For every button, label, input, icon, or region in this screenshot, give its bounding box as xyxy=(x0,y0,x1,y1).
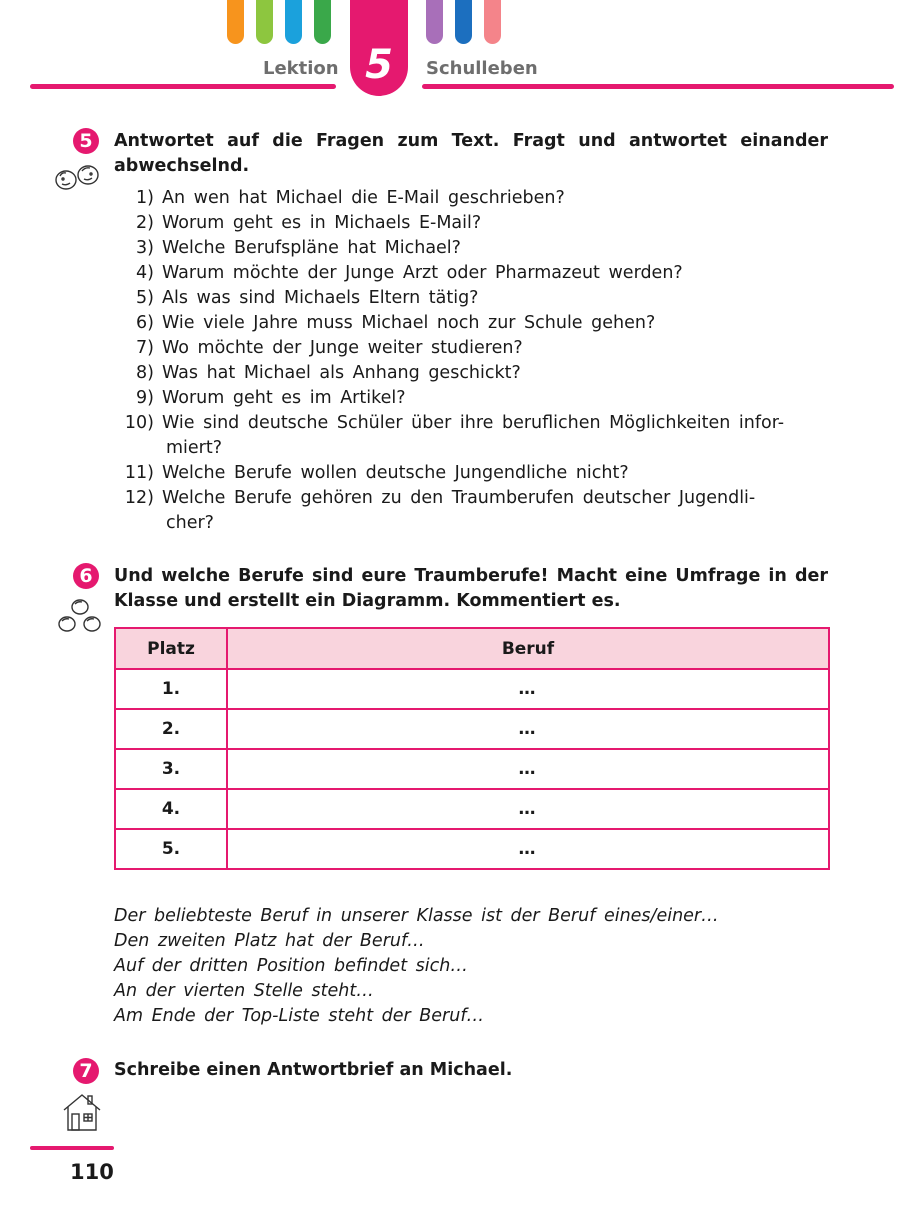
question-text: Was hat Michael als Anhang geschickt? xyxy=(162,363,521,383)
question-text: An wen hat Michael die E-Mail geschrieben? xyxy=(162,188,565,208)
question-number: 6) xyxy=(136,313,154,333)
job-cell: … xyxy=(227,669,829,709)
question-text: Worum geht es im Artikel? xyxy=(162,388,406,408)
footer-rule xyxy=(30,1146,114,1150)
question-number: 12) xyxy=(124,488,154,508)
question-continuation: miert? xyxy=(166,438,223,458)
pair-talk-icon xyxy=(52,160,104,194)
exercise-5-number: 5 xyxy=(73,128,99,154)
rank-cell: 2. xyxy=(115,709,227,749)
tab-purple xyxy=(426,0,443,44)
question-number: 7) xyxy=(136,338,154,358)
header-rule-right xyxy=(422,84,894,89)
exercise-7-task: Schreibe einen Antwortbrief an Michael. xyxy=(114,1060,513,1080)
question-number: 5) xyxy=(136,288,154,308)
question-item xyxy=(114,486,828,511)
lektion-label: Lektion xyxy=(263,58,339,79)
table-row xyxy=(115,749,829,789)
question-text: Welche Berufe wollen deutsche Jungendliche nicht? xyxy=(162,463,629,483)
tab-green xyxy=(256,0,273,44)
table-row xyxy=(115,829,829,869)
question-number: 3) xyxy=(136,238,154,258)
rank-cell: 5. xyxy=(115,829,227,869)
question-text: Als was sind Michaels Eltern tätig? xyxy=(162,288,479,308)
tab-orange xyxy=(227,0,244,44)
ranking-table xyxy=(114,627,830,870)
question-number: 2) xyxy=(136,213,154,233)
phrase-line: Auf der dritten Position befindet sich… xyxy=(114,956,468,976)
tab-darkgreen xyxy=(314,0,331,44)
rank-cell: 4. xyxy=(115,789,227,829)
page-number: 110 xyxy=(70,1160,114,1184)
question-item xyxy=(114,336,828,361)
question-item xyxy=(114,286,828,311)
question-item xyxy=(114,186,828,211)
question-item xyxy=(114,311,828,336)
question-text: Wie viele Jahre muss Michael noch zur Schule gehen? xyxy=(162,313,656,333)
question-number: 8) xyxy=(136,363,154,383)
question-item xyxy=(114,211,828,236)
table-header-row xyxy=(115,628,829,669)
rank-cell: 3. xyxy=(115,749,227,789)
phrase-list xyxy=(114,904,719,1029)
question-number: 4) xyxy=(136,263,154,283)
question-continuation: cher? xyxy=(166,513,214,533)
question-item xyxy=(114,236,828,261)
exercise-5-task: Antwortet auf die Fragen zum Text. Fragt und antwortet einander abwechselnd. xyxy=(114,131,828,176)
group-talk-icon xyxy=(56,596,104,636)
question-number: 1) xyxy=(136,188,154,208)
tab-blue xyxy=(285,0,302,44)
job-cell: … xyxy=(227,749,829,789)
question-item xyxy=(114,411,828,436)
phrase-line: Den zweiten Platz hat der Beruf… xyxy=(114,931,425,951)
question-number: 10) xyxy=(124,413,154,433)
question-item xyxy=(114,361,828,386)
table-row xyxy=(115,789,829,829)
question-number: 9) xyxy=(136,388,154,408)
rank-cell: 1. xyxy=(115,669,227,709)
table-row xyxy=(115,669,829,709)
job-cell: … xyxy=(227,829,829,869)
question-text: Worum geht es in Michaels E-Mail? xyxy=(162,213,482,233)
question-text: Welche Berufspläne hat Michael? xyxy=(162,238,461,258)
phrase-line: Am Ende der Top-Liste steht der Beruf… xyxy=(114,1006,484,1026)
phrase-line: An der vierten Stelle steht… xyxy=(114,981,374,1001)
header-beruf: Beruf xyxy=(227,628,829,669)
exercise-6-task: Und welche Berufe sind eure Traumberufe! Macht eine Umfrage in der Klasse und erstellt ein Diagramm. Kommentiert es. xyxy=(114,566,828,611)
job-cell: … xyxy=(227,789,829,829)
question-item xyxy=(114,386,828,411)
tab-pink xyxy=(484,0,501,44)
question-text: Wie sind deutsche Schüler über ihre beruflichen Möglichkeiten infor- xyxy=(162,413,785,433)
question-item xyxy=(114,461,828,486)
question-number: 11) xyxy=(124,463,154,483)
phrase-line: Der beliebteste Beruf in unserer Klasse ist der Beruf eines/einer… xyxy=(114,906,719,926)
question-list xyxy=(114,186,828,536)
header-rule-left xyxy=(30,84,336,89)
exercise-6-number: 6 xyxy=(73,563,99,589)
lektion-number-badge: 5 xyxy=(350,0,408,96)
exercise-7-number: 7 xyxy=(73,1058,99,1084)
question-text: Warum möchte der Junge Arzt oder Pharmazeut werden? xyxy=(162,263,683,283)
header-platz: Platz xyxy=(115,628,227,669)
lektion-topic: Schulleben xyxy=(426,58,538,79)
question-text: Wo möchte der Junge weiter studieren? xyxy=(162,338,523,358)
tab-navy xyxy=(455,0,472,44)
house-homework-icon xyxy=(60,1090,104,1134)
question-text: Welche Berufe gehören zu den Traumberufen deutscher Jugendli- xyxy=(162,488,756,508)
table-row xyxy=(115,709,829,749)
job-cell: … xyxy=(227,709,829,749)
question-item xyxy=(114,261,828,286)
